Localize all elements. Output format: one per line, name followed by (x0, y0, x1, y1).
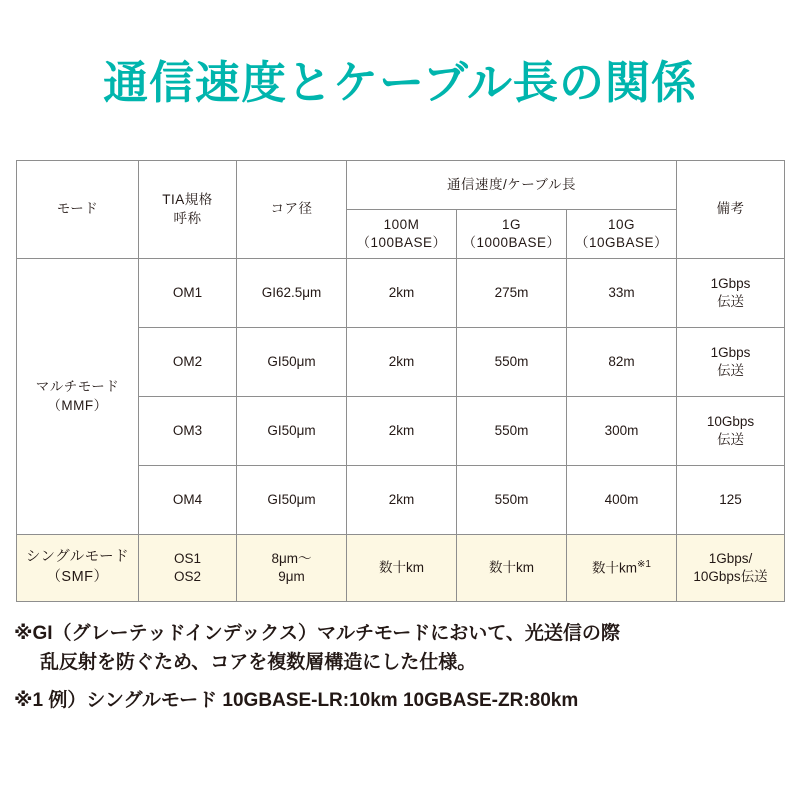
cell-tia (139, 535, 237, 602)
cell-core: GI50μm (237, 397, 347, 466)
cell-1g: 数十km (457, 535, 567, 602)
mode-singlemode-cell (17, 535, 139, 602)
cell-core-line2: 9μm (278, 569, 305, 584)
cell-core: GI50μm (237, 466, 347, 535)
header-speed-1g (457, 210, 567, 259)
cell-1g: 550m (457, 397, 567, 466)
table-header-row-1 (17, 161, 785, 210)
cell-10g: 33m (567, 259, 677, 328)
footnotes (14, 620, 794, 716)
cell-remarks (677, 397, 785, 466)
cell-tia: OM3 (139, 397, 237, 466)
table-row-singlemode (17, 535, 785, 602)
cell-10g: 300m (567, 397, 677, 466)
mode-multimode-line1: マルチモード (35, 379, 120, 395)
cell-10g (567, 535, 677, 602)
cell-remarks: 125 (677, 466, 785, 535)
cell-1g: 275m (457, 259, 567, 328)
cell-tia: OM2 (139, 328, 237, 397)
cell-tia-line1: OS1 (173, 550, 201, 566)
footnote-gi-line2: 乱反射を防ぐため、コアを複数層構造にした仕様。 (40, 651, 477, 673)
cell-remarks (677, 535, 785, 602)
cell-remarks (677, 259, 785, 328)
cell-remarks-line1: 10Gbps (706, 413, 755, 429)
header-speed-group: 通信速度/ケーブル長 (347, 161, 677, 210)
header-tia-line2: 呼称 (173, 210, 202, 226)
mode-singlemode-line2: （SMF） (46, 569, 109, 585)
cell-100m: 2km (347, 397, 457, 466)
table-row (17, 259, 785, 328)
header-speed-100m-line1: 100M (383, 216, 420, 232)
table-body (17, 259, 785, 602)
mode-multimode-line2: （MMF） (47, 397, 108, 413)
header-tia (139, 161, 237, 259)
mode-multimode-cell (17, 259, 139, 535)
cell-tia: OM1 (139, 259, 237, 328)
footnote-gi-line1: ※GI（グレーテッドインデックス）マルチモードにおいて、光送信の際 (14, 623, 620, 644)
cell-remarks-line2: 伝送 (717, 432, 744, 447)
header-speed-10g-line1: 10G (607, 216, 636, 232)
cell-core-line1: 8μm～ (271, 550, 312, 566)
header-speed-10g-line2: （10GBASE） (574, 235, 669, 250)
cell-100m: 2km (347, 466, 457, 535)
cell-remarks-line2: 伝送 (717, 363, 744, 378)
cell-core (237, 535, 347, 602)
header-core-diameter: コア径 (237, 161, 347, 259)
table-header (17, 161, 785, 259)
cell-remarks-line1: 1Gbps (710, 344, 751, 360)
header-speed-100m (347, 210, 457, 259)
cell-remarks-line2: 伝送 (717, 294, 744, 309)
cell-remarks (677, 328, 785, 397)
cell-tia: OM4 (139, 466, 237, 535)
header-speed-1g-line2: （1000BASE） (462, 235, 561, 250)
cell-100m: 2km (347, 328, 457, 397)
header-remarks: 備考 (677, 161, 785, 259)
cell-core: GI62.5μm (237, 259, 347, 328)
cell-1g: 550m (457, 466, 567, 535)
cell-100m: 数十km (347, 535, 457, 602)
footnote-example: ※1 例）シングルモード 10GBASE-LR:10km 10GBASE-ZR:80km (14, 690, 579, 711)
cell-remarks-line1: 1Gbps/ (708, 550, 753, 566)
cell-100m: 2km (347, 259, 457, 328)
page-title: 通信速度とケーブル長の関係 (103, 57, 697, 108)
cell-remarks-line1: 1Gbps (710, 275, 751, 291)
header-tia-line1: TIA規格 (162, 192, 213, 208)
cell-10g-footnote-mark: ※1 (637, 559, 651, 571)
header-speed-100m-line2: （100BASE） (356, 235, 447, 250)
spec-table (16, 160, 785, 602)
mode-singlemode-line1: シングルモード (25, 549, 130, 566)
cell-10g: 400m (567, 466, 677, 535)
spec-table-container (16, 160, 784, 602)
header-mode: モード (17, 161, 139, 259)
cell-10g-value: 数十km (592, 560, 638, 576)
cell-10g: 82m (567, 328, 677, 397)
cell-remarks-line2: 10Gbps伝送 (693, 569, 768, 584)
header-speed-1g-line1: 1G (501, 216, 521, 232)
header-speed-10g (567, 210, 677, 259)
cell-core: GI50μm (237, 328, 347, 397)
cell-1g: 550m (457, 328, 567, 397)
cell-tia-line2: OS2 (173, 569, 201, 584)
